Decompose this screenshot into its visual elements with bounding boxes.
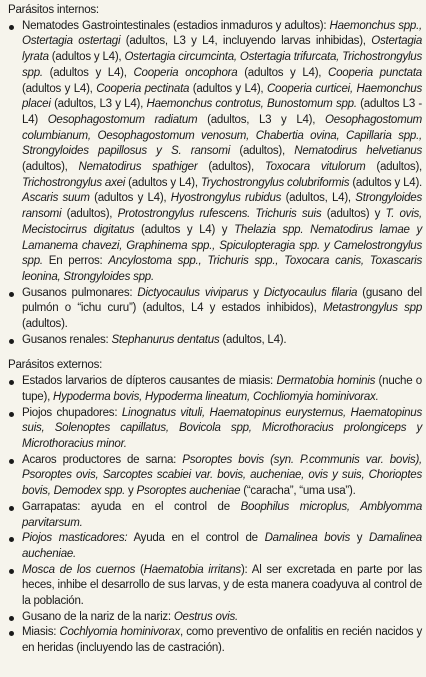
text-segment: Estados larvarios de dípteros causantes de miasis: xyxy=(22,375,277,388)
text-segment: (adultos y L4), xyxy=(89,192,171,205)
species-name: Cooperia oncophora xyxy=(133,66,238,79)
species-name: Ostertagia circumcinta, Ostertagia trifurcata, Trichostrongylus spp. xyxy=(22,51,422,79)
text-segment: (adultos, L3 y L4), xyxy=(197,113,325,126)
text-segment: (adultos, L4), xyxy=(281,192,356,205)
internal-parasites-list xyxy=(8,19,422,349)
list-item xyxy=(8,500,422,531)
text-segment: (adultos, L4). xyxy=(219,333,287,346)
text-segment: (nuche o tupe), xyxy=(22,375,422,403)
text-segment: , como preventivo de onfalitis en recién nacidos y en heridas (incluyendo las de castración). xyxy=(22,626,423,655)
list-item xyxy=(8,531,422,562)
external-parasites-heading: Parásitos externos: xyxy=(8,359,103,372)
text-segment: y xyxy=(248,286,264,299)
species-name: Cochlyomia hominivorax xyxy=(59,626,180,639)
species-name: Damalinea aucheniae. xyxy=(22,532,422,560)
species-name: Ostertagia lyrata xyxy=(22,35,423,64)
text-segment: (gusano del pulmón o “ichu curu”) (adultos, L4 y estados inhibidos), xyxy=(22,286,422,315)
species-name: Oesophagostomum radiatum xyxy=(47,113,198,126)
text-segment: (adultos y L4), xyxy=(125,176,201,189)
text-segment: Miasis: xyxy=(22,626,60,639)
text-segment: (adultos y L4), xyxy=(48,51,125,64)
species-name: Haemonchus spp., Ostertagia ostertagi xyxy=(22,19,422,48)
species-name: Oestrus ovis. xyxy=(173,610,238,623)
text-segment: (adultos y L4), xyxy=(42,66,134,79)
text-segment: (adultos), xyxy=(61,208,118,221)
species-name: Protostrongylus rufescens. Trichuris suis xyxy=(117,208,322,221)
text-segment: (adultos y L4), xyxy=(22,82,97,95)
text-segment: Gusanos pulmonares: xyxy=(22,286,138,299)
species-name: Thelazia spp. Nematodirus lamae y Lamanema chavezi, Graphinema spp., Spiculopteragia spp. y Camelostrongylus spp. xyxy=(22,223,422,268)
text-segment: (adultos y L4) y xyxy=(134,223,235,236)
text-segment: (“caracha”, “uma usa”). xyxy=(240,485,356,498)
species-name: Dictyocaulus filaria xyxy=(263,286,358,299)
species-name: Piojos masticadores: xyxy=(22,532,128,545)
species-name: Stephanurus dentatus xyxy=(111,333,220,346)
text-segment: Piojos chupadores: xyxy=(22,406,122,419)
text-segment: (adultos). xyxy=(22,318,68,331)
text-segment: (adultos, L3 y L4, incluyendo larvas inhibidas), xyxy=(120,35,372,48)
species-name: Psoroptes aucheniae xyxy=(136,485,241,498)
species-name: Dermatobia hominis xyxy=(276,375,376,388)
text-segment: (adultos), xyxy=(230,145,295,158)
species-name: Ascaris suum xyxy=(22,192,90,205)
species-name: Cooperia pectinata xyxy=(96,82,190,95)
species-name: Oesophagostomum columbianum, Oesophagostomum venosum, Chabertia ovina, Capillaria spp., Strongyloides papillosus y S. ransomi xyxy=(22,113,423,158)
text-segment: (adultos y L4), xyxy=(237,66,329,79)
species-name: Mosca de los cuernos xyxy=(22,563,136,576)
species-name: Haemonchus controtus, Bunostomum spp. xyxy=(146,98,357,111)
species-name: Metastrongylus spp xyxy=(322,302,423,315)
text-segment: (adultos) y xyxy=(321,208,386,221)
species-name: Hyostrongylus rubidus xyxy=(170,192,282,205)
text-segment: (adultos y L4), xyxy=(189,82,267,95)
text-segment: (adultos L3 - L4) xyxy=(22,98,422,126)
species-name: Trychostrongylus colubriformis xyxy=(200,176,350,189)
text-segment: Acaros productores de sarna: xyxy=(22,453,183,466)
list-item xyxy=(8,374,422,405)
species-name: Strongyloides ransomi xyxy=(22,192,422,221)
list-item xyxy=(8,610,422,626)
text-segment: (adultos y L4). xyxy=(349,176,422,189)
text-segment: Gusanos renales: xyxy=(22,333,112,346)
species-name: Toxocara vitulorum xyxy=(264,161,366,174)
list-item xyxy=(8,19,422,286)
text-segment: (adultos), xyxy=(197,161,265,174)
species-name: Hypoderma bovis, Hypoderma lineatum, Cochliomyia hominivorax. xyxy=(53,390,379,403)
species-name: Dictyocaulus viviparus xyxy=(137,286,249,299)
text-segment: ): Al ser excretada en parte por las heces, inhibe el desarrollo de sus larvas, y de esta manera coadyuva al control de la población. xyxy=(22,563,422,608)
text-segment: y xyxy=(125,485,137,498)
external-parasites-list xyxy=(8,374,422,657)
list-item xyxy=(8,625,422,656)
list-item xyxy=(8,286,422,333)
species-name: Psoroptes bovis (syn. P.communis var. bovis), Psoroptes ovis, Sarcoptes scabiei var. bovis, aucheniae, ovis y suis, Chorioptes bovis, Demodex spp. xyxy=(22,453,422,498)
text-segment: Gusano de la nariz de la nariz: xyxy=(22,610,174,623)
list-item xyxy=(8,453,422,500)
species-name: Cooperia punctata xyxy=(328,66,422,79)
text-segment: (adultos), xyxy=(365,161,422,174)
text-segment: (adultos), xyxy=(22,161,79,174)
text-segment: (adultos, L3 y L4), xyxy=(50,98,147,111)
list-item xyxy=(8,563,422,610)
text-segment: Nematodes Gastrointestinales (estadios inmaduros y adultos): xyxy=(22,19,330,32)
species-name: Cooperia curticei, Haemonchus placei xyxy=(22,82,422,111)
species-name: Nematodirus helvetianus xyxy=(294,145,422,158)
internal-parasites-heading: Parásitos internos: xyxy=(8,4,99,16)
species-name: Ancylostoma spp., Trichuris spp., Toxocara canis, Toxascaris leonina, Strongyloides spp. xyxy=(22,255,423,283)
text-segment: ( xyxy=(135,563,144,576)
species-name: T. ovis, Mecistocirrus digitatus xyxy=(22,208,422,236)
text-segment: Garrapatas: ayuda en el control de xyxy=(22,500,241,513)
species-name: Haematobia irritans xyxy=(143,563,241,576)
species-name: Boophilus microplus, Amblyomma parvitarsum. xyxy=(22,500,422,529)
species-name: Trichostrongylus axei xyxy=(22,176,126,189)
text-segment: y xyxy=(349,532,370,545)
text-segment: En perros: xyxy=(42,255,109,268)
list-item xyxy=(8,406,422,453)
species-name: Linognatus vituli, Haematopinus eurysternus, Haematopinus suis, Solenoptes capillatus, Bovicola spp, Microthoracius prolongiceps y Microthoracius minor. xyxy=(22,406,423,450)
text-segment: Ayuda en el control de xyxy=(127,532,265,545)
list-item xyxy=(8,333,422,349)
species-name: Nematodirus spathiger xyxy=(78,161,198,174)
species-name: Damalinea bovis xyxy=(264,532,350,545)
